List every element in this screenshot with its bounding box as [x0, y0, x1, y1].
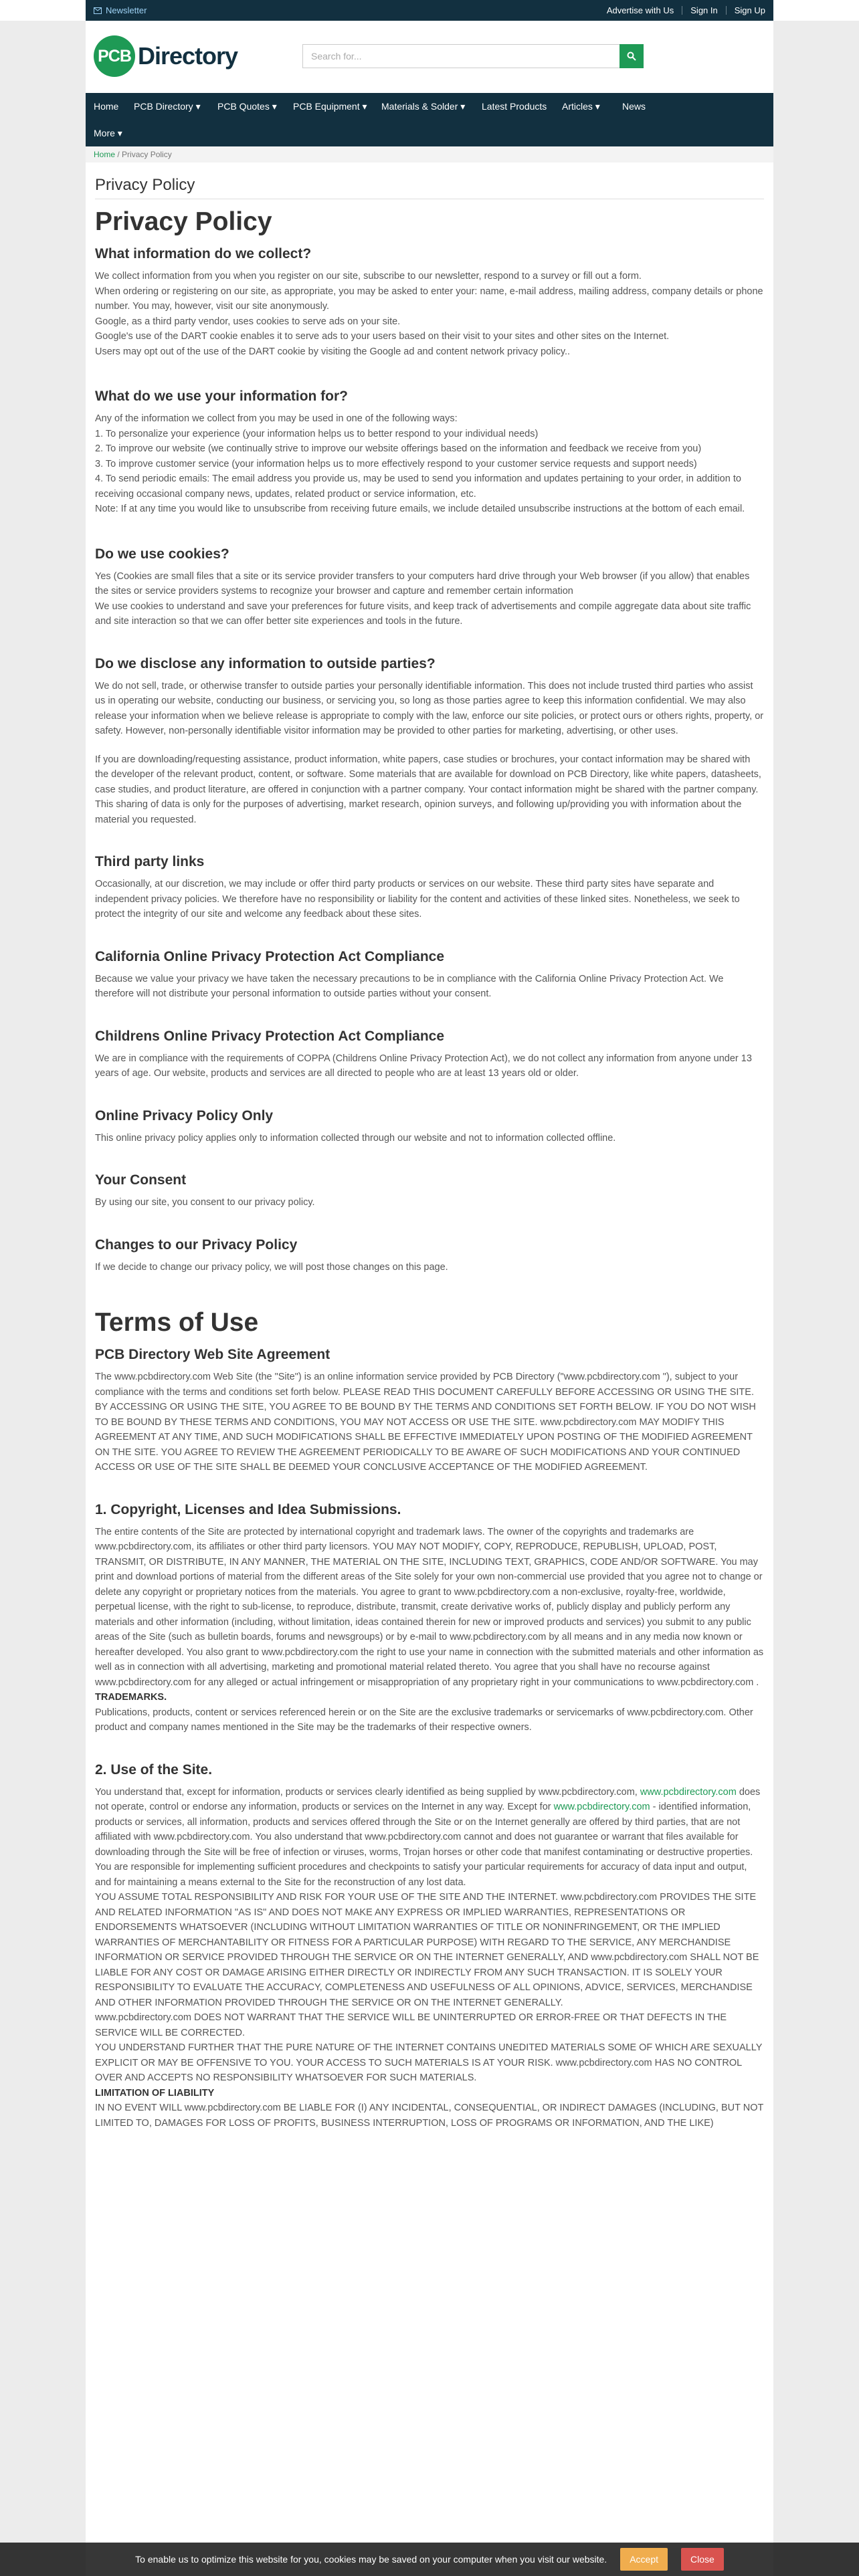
text-line: Note: If at any time you would like to unsubscribe from receiving future emails, we include detailed unsubscribe instructions at the bottom of each email.: [95, 504, 745, 514]
nav-label: PCB Quotes: [217, 101, 270, 112]
cookies-text: [95, 569, 764, 629]
disclose-paragraph: If you are downloading/requesting assistance, product information, white papers, case studies or brochures, your contact information may be shared with the developer of the relevant product, content, or software. Some materials that are available for download on PCB Directory, like white papers, datasheets, case studies, and product literature, are offered in conjunction with a partner company. Your contact information might be shared with the partner company. This sharing of data is only for the purposes of advertising, market research, opinion surveys, and following up/providing you with information about the material you requested.: [95, 754, 761, 825]
cookie-bar: [0, 2543, 859, 2576]
copyright-paragraph: The entire contents of the Site are protected by international copyright and trademark laws. The owner of the copyrights and trademarks are www.pcbdirectory.com, its affiliates or other third party licensors. YOU MAY NOT MODIFY, COPY, REPRODUCE, REPUBLISH, UPLOAD, POST, TRANSMIT, OR DISTRIBUTE, IN ANY MANNER, THE MATERIAL ON THE SITE, INCLUDING TEXT, GRAPHICS, CODE AND/OR SOFTWARE. You may print and download portions of material from the different areas of the Site solely for your own non-commercial use provided that you agree not to change or delete any copyright or proprietary notices from the materials. You agree to grant to www.pcbdirectory.com a non-exclusive, royalty-free, worldwide, perpetual license, with the right to sub-license, to reproduce, distribute, transmit, create derivative works of, publicly display and publicly perform any materials and other information (including, without limitation, ideas contained therein for new or improved products and services) you submit to any public areas of the Site (such as bulletin boards, forums and newsgroups) or by e-mail to www.pcbdirectory.com by all means and in any media now known or hereafter developed. You also grant to www.pcbdirectory.com the right to use your name in connection with the submitted materials and other information as well as in connection with all advertising, marketing and promotional material related thereto. You agree that you shall have no recourse against www.pcbdirectory.com for any alleged or actual infringement or misappropriation of any proprietary right in your communications to www.pcbdirectory.com .: [95, 1526, 764, 1688]
nav-more[interactable]: [86, 120, 130, 146]
section-heading: PCB Directory Web Site Agreement: [95, 1347, 330, 1362]
nav-label: Articles: [562, 101, 593, 112]
account-links: [607, 5, 765, 15]
trademarks-paragraph: Publications, products, content or services referenced herein or on the Site are the exclusive trademarks or servicemarks of www.pcbdirectory.com. Other product and company names mentioned in the Site may be the trademarks of their respective owners.: [95, 1707, 753, 1733]
use-text: [95, 411, 764, 517]
section-heading: 2. Use of the Site.: [95, 1761, 213, 1778]
coppa-paragraph: We are in compliance with the requirements of COPPA (Childrens Online Privacy Protection Act), we do not collect any information from anyone under 13 years of age. Our website, products and services are all directed to people who are at least 13 years old or older.: [95, 1053, 752, 1079]
cookie-text: To enable us to optimize this website for you, cookies may be saved on your computer when you visit our website.: [135, 2554, 607, 2565]
advertise-link[interactable]: Advertise with Us: [606, 5, 674, 15]
sign-in-link[interactable]: Sign In: [690, 5, 718, 15]
caret-down-icon: ▾: [595, 101, 600, 112]
caret-down-icon: ▾: [460, 101, 466, 112]
text-line: Users may opt out of the use of the DART cookie by visiting the Google ad and content network privacy policy..: [95, 346, 571, 357]
breadcrumb-home[interactable]: Home: [94, 150, 116, 159]
agreement-paragraph: The www.pcbdirectory.com Web Site (the "Site") is an online information service provided by PCB Directory ("www.pcbdirectory.com "), subject to your compliance with the terms and conditions set forth below. PLEASE READ THIS DOCUMENT CAREFULLY BEFORE ACCESSING OR USING THE SITE. BY ACCESSING OR USING THE SITE, YOU AGREE TO BE BOUND BY THE TERMS AND CONDITIONS SET FORTH BELOW. IF YOU DO NOT WISH TO BE BOUND BY THESE TERMS AND CONDITIONS, YOU MAY NOT ACCESS OR USE THE SITE. www.pcbdirectory.com MAY MODIFY THIS AGREEMENT AT ANY TIME, AND SUCH MODIFICATIONS SHALL BE EFFECTIVE IMMEDIATELY UPON POSTING OF THE MODIFIED AGREEMENT ON THE SITE. YOU AGREE TO REVIEW THE AGREEMENT PERIODICALLY TO BE AWARE OF SUCH MODIFICATIONS AND YOUR CONTINUED ACCESS OR USE OF THE SITE SHALL BE DEEMED YOUR CONCLUSIVE ACCEPTANCE OF THE MODIFIED AGREEMENT.: [95, 1372, 756, 1473]
close-button[interactable]: Close: [681, 2548, 724, 2571]
content-paragraph: YOU UNDERSTAND FURTHER THAT THE PURE NATURE OF THE INTERNET CONTAINS UNEDITED MATERIALS SOME OF WHICH ARE SEXUALLY EXPLICIT OR MAY BE OFFENSIVE TO YOU. YOUR ACCESS TO SUCH MATERIALS IS AT YOUR RISK. www.pcbdirectory.com HAS NO CONTROL OVER AND ACCEPTS NO RESPONSIBILITY WHATSOEVER FOR SUCH MATERIALS.: [95, 2042, 763, 2083]
search-input[interactable]: Search for...: [302, 44, 626, 68]
main-nav: [86, 93, 773, 146]
breadcrumb: [86, 146, 773, 163]
section-heading: What do we use your information for?: [95, 389, 348, 404]
nav-label: More: [94, 128, 115, 138]
collect-text: [95, 269, 764, 359]
divider: [726, 6, 727, 15]
breadcrumb-separator: /: [117, 150, 122, 159]
site-link[interactable]: www.pcbdirectory.com: [553, 1802, 650, 1812]
limitation-paragraph: IN NO EVENT WILL www.pcbdirectory.com BE LIABLE FOR (I) ANY INCIDENTAL, CONSEQUENTIAL, OR INDIRECT DAMAGES (INCLUDING, BUT NOT LIMITED TO, DAMAGES FOR LOSS OF PROFITS, BUSINESS INTERRUPTION, LOSS OF PROGRAMS OR INFORMATION, AND THE LIKE): [95, 2103, 764, 2129]
text-line: 3. To improve customer service (your information helps us to more effectively respond to your customer service requests and support needs): [95, 458, 697, 469]
caret-down-icon: ▾: [117, 128, 122, 138]
consent-paragraph: By using our site, you consent to our privacy policy.: [95, 1197, 315, 1208]
text-line: 2. To improve our website (we continually strive to improve our website offerings based on the information and feedback we receive from you): [95, 443, 702, 454]
trademarks-heading: TRADEMARKS.: [95, 1692, 167, 1703]
privacy-heading: Privacy Policy: [95, 207, 272, 236]
text-line: When ordering or registering on our site, as appropriate, you may be asked to enter your: name, e-mail address, mailing address, company details or phone number. You may, however, visit our site anonymously.: [95, 286, 763, 312]
caret-down-icon: ▾: [272, 101, 277, 112]
online-paragraph: This online privacy policy applies only to information collected through our website and not to information collected offline.: [95, 1132, 616, 1144]
text-line: 1. To personalize your experience (your information helps us to better respond to your individual needs): [95, 428, 539, 439]
text-line: Any of the information we collect from you may be used in one of the following ways:: [95, 413, 458, 424]
third-party-paragraph: Occasionally, at our discretion, we may include or offer third party products or services on our website. These third party sites have separate and independent privacy policies. We therefore have no responsibility or liability for the content and activities of these linked sites. Nonetheless, we seek to protect the integrity of our site and welcome any feedback about these sites.: [95, 879, 740, 920]
section-heading: Your Consent: [95, 1172, 187, 1188]
logo-mark: PCB: [94, 35, 135, 77]
terms-heading: Terms of Use: [95, 1308, 259, 1337]
use-paragraph: [95, 1785, 764, 1891]
nav-pcb-quotes[interactable]: [209, 93, 285, 120]
nav-news[interactable]: News: [622, 101, 646, 112]
section-heading: 1. Copyright, Licenses and Idea Submissions.: [95, 1501, 401, 1517]
warranty-paragraph: www.pcbdirectory.com DOES NOT WARRANT THAT THE SERVICE WILL BE UNINTERRUPTED OR ERROR-FREE OR THAT DEFECTS IN THE SERVICE WILL BE CORRECTED.: [95, 2012, 727, 2038]
text-line: We collect information from you when you register on our site, subscribe to our newsletter, respond to a survey or fill out a form.: [95, 271, 642, 282]
nav-latest-products[interactable]: Latest Products: [482, 101, 547, 112]
disclose-paragraph: We do not sell, trade, or otherwise transfer to outside parties your personally identifiable information. This does not include trusted third parties who assist us in operating our website, conducting our business, or servicing you, so long as those parties agree to keep this information confidential. We may also release your information when we believe release is appropriate to comply with the law, enforce our site policies, or protect ours or others rights, property, or safety. However, non-personally identifiable visitor information may be provided to other parties for marketing, advertising, or other uses.: [95, 680, 764, 736]
text-line: Yes (Cookies are small files that a site or its service provider transfers to your computers hard drive through your Web browser (if you allow) that enables the sites or service providers systems to recognize your browser and capture and remember certain information: [95, 570, 750, 597]
section-heading: What information do we collect?: [95, 246, 312, 261]
envelope-icon: [94, 7, 102, 14]
caret-down-icon: ▾: [362, 101, 367, 112]
text-span: - identified information, products or services, all information, products and services offered through the Site or on the Internet generally are offered by third parties, that are not affiliated with www.pcbdirectory.com. You also understand that www.pcbdirectory.com cannot and does not guarantee or warrant that files available for downloading through the Site will be free of infection or viruses, worms, Trojan horses or other code that manifest contaminating or destructive properties. You are responsible for implementing sufficient procedures and checkpoints to satisfy your particular requirements for accuracy of data input and output, and for maintaining a means external to the Site for the reconstruction of any lost data.: [95, 1802, 753, 1888]
limitation-heading: LIMITATION OF LIABILITY: [95, 2087, 215, 2099]
california-paragraph: Because we value your privacy we have taken the necessary precautions to be in compliance with the California Online Privacy Protection Act. We therefore will not distribute your personal information to outside parties without your consent.: [95, 973, 724, 999]
section-heading: Changes to our Privacy Policy: [95, 1237, 298, 1253]
logo-text: Directory: [138, 42, 238, 70]
top-bar-inner: [86, 0, 773, 21]
newsletter-label: Newsletter: [106, 5, 147, 15]
breadcrumb-current: Privacy Policy: [122, 150, 172, 159]
main-content: [86, 163, 773, 2576]
site-header: [86, 21, 773, 93]
nav-materials-solder[interactable]: [373, 93, 473, 120]
accept-button[interactable]: Accept: [620, 2548, 668, 2571]
search-button[interactable]: [619, 44, 644, 68]
nav-articles[interactable]: [554, 93, 608, 120]
top-bar: [0, 0, 859, 21]
section-heading: Childrens Online Privacy Protection Act Compliance: [95, 1028, 445, 1044]
text-line: 4. To send periodic emails: The email address you provide us, may be used to send you information and updates pertaining to your order, in addition to receiving occasional company news, updates, related product or service information, etc.: [95, 473, 741, 500]
text-line: We use cookies to understand and save your preferences for future visits, and keep track of advertisements and compile aggregate data about site traffic and site interaction so that we can offer better site experiences and tools in the future.: [95, 601, 751, 627]
page-title: Privacy Policy: [95, 176, 764, 199]
caret-down-icon: ▾: [195, 101, 201, 112]
nav-label: PCB Equipment: [293, 101, 360, 112]
nav-label: PCB Directory: [134, 101, 193, 112]
search-icon: [627, 51, 636, 61]
text-span: You understand that, except for information, products or services clearly identified as being supplied by www.pcbdirectory.com,: [95, 1786, 638, 1798]
sign-up-link[interactable]: Sign Up: [734, 5, 765, 15]
disclaimer-paragraph: YOU ASSUME TOTAL RESPONSIBILITY AND RISK FOR YOUR USE OF THE SITE AND THE INTERNET. www.pcbdirectory.com PROVIDES THE SITE AND RELATED INFORMATION "AS IS" AND DOES NOT MAKE ANY EXPRESS OR IMPLIED WARRANTIES, REPRESENTATIONS OR ENDORSEMENTS WHATSOEVER (INCLUDING WITHOUT LIMITATION WARRANTIES OF TITLE OR NONINFRINGEMENT, OR THE IMPLIED WARRANTIES OF MERCHANTABILITY OR FITNESS FOR A PARTICULAR PURPOSE) WITH REGARD TO THE SERVICE, ANY MERCHANDISE INFORMATION OR SERVICE PROVIDED THROUGH THE SERVICE OR ON THE INTERNET GENERALLY, AND www.pcbdirectory.com SHALL NOT BE LIABLE FOR ANY COST OR DAMAGE ARISING EITHER DIRECTLY OR INDIRECTLY FROM ANY SUCH TRANSACTION. IT IS SOLELY YOUR RESPONSIBILITY TO EVALUATE THE ACCURACY, COMPLETENESS AND USEFULNESS OF ALL OPINIONS, ADVICE, SERVICES, MERCHANDISE AND OTHER INFORMATION PROVIDED THROUGH THE SERVICE OR ON THE INTERNET GENERALLY.: [95, 1892, 759, 2008]
text-line: Google, as a third party vendor, uses cookies to serve ads on your site.: [95, 316, 401, 327]
text-line: Google's use of the DART cookie enables it to serve ads to your users based on their visit to your sites and other sites on the Internet.: [95, 331, 670, 342]
section-heading: California Online Privacy Protection Act Compliance: [95, 948, 445, 964]
nav-pcb-directory[interactable]: [126, 93, 209, 120]
section-heading: Third party links: [95, 854, 205, 869]
changes-paragraph: If we decide to change our privacy policy, we will post those changes on this page.: [95, 1261, 448, 1273]
text-span: does not operate, control or endorse any information, products or services on the Internet in any way. Except for: [95, 1786, 761, 1812]
nav-home[interactable]: Home: [94, 101, 119, 112]
section-heading: Online Privacy Policy Only: [95, 1107, 274, 1123]
nav-pcb-equipment[interactable]: [285, 93, 375, 120]
site-logo[interactable]: [94, 35, 237, 77]
newsletter-link[interactable]: [94, 5, 147, 15]
nav-label: Materials & Solder: [381, 101, 458, 112]
section-heading: Do we use cookies?: [95, 546, 229, 562]
section-heading: Do we disclose any information to outside parties?: [95, 655, 436, 671]
site-link[interactable]: www.pcbdirectory.com: [640, 1786, 737, 1798]
